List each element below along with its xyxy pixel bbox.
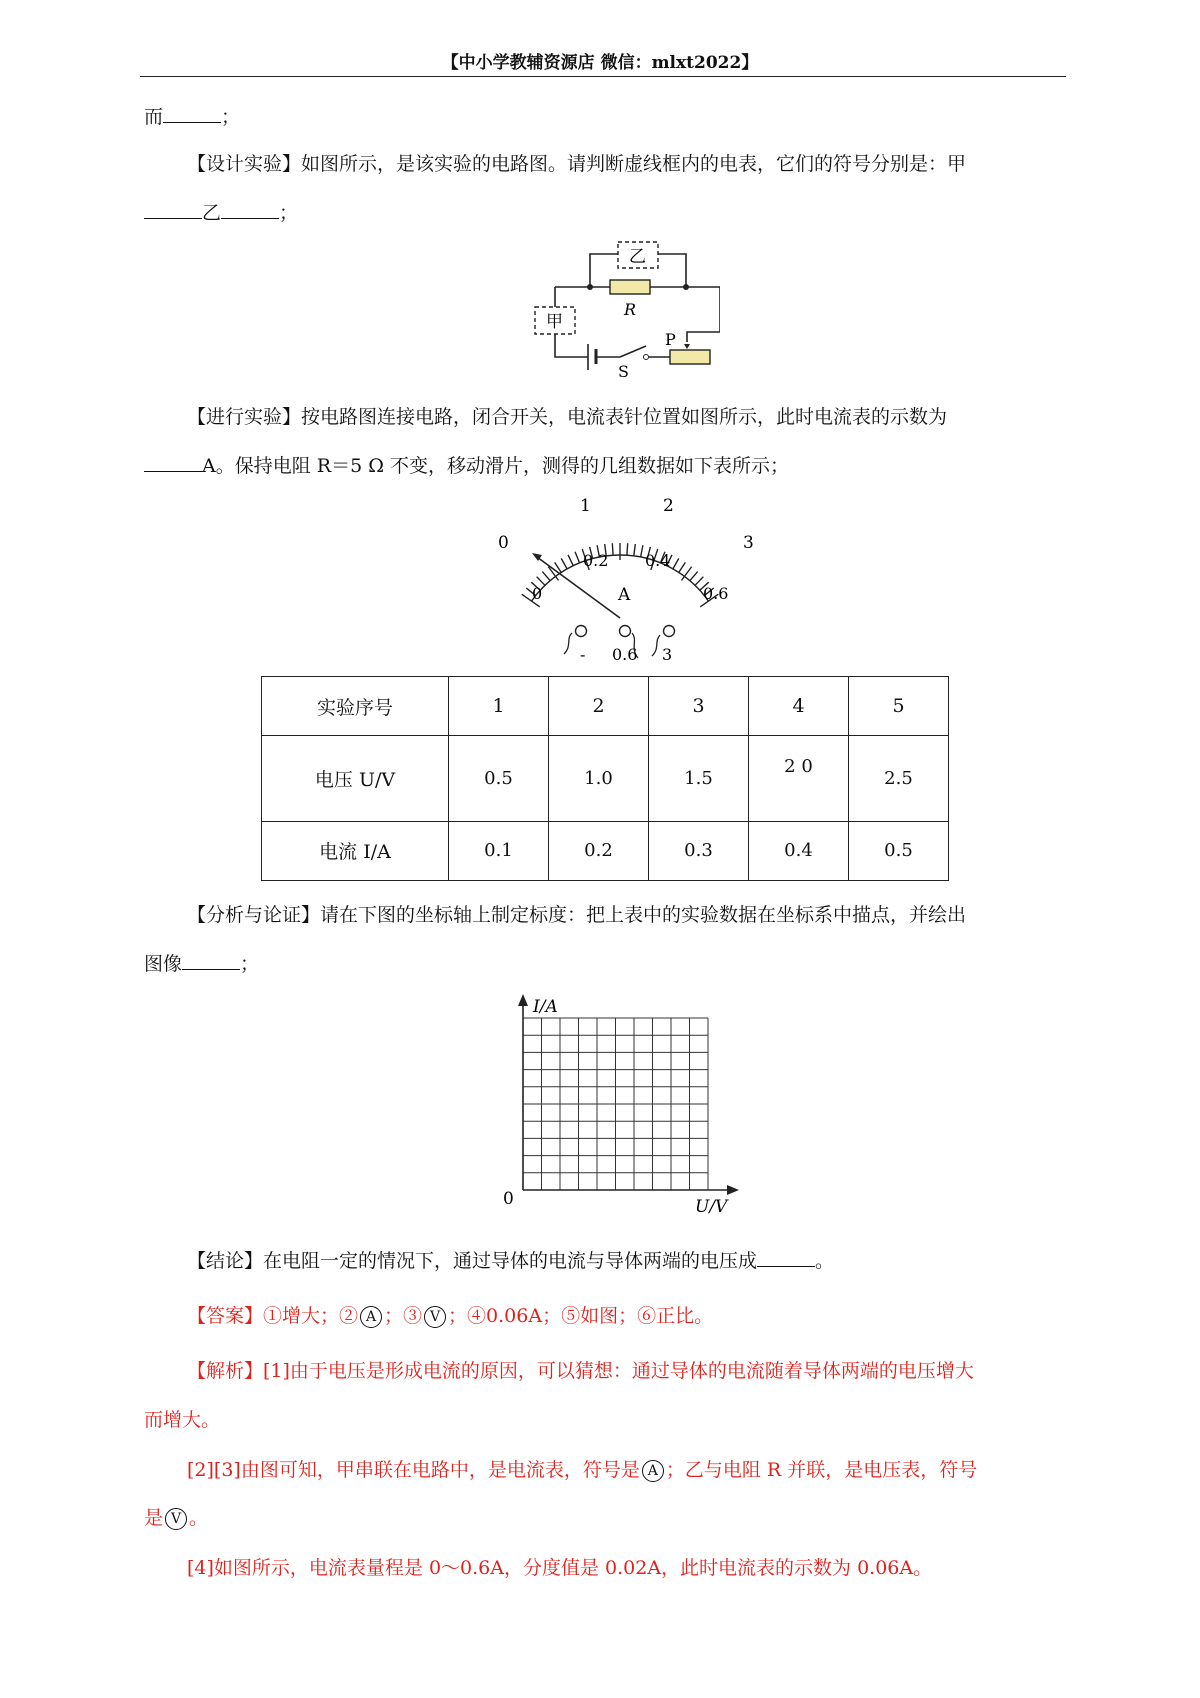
circuit-diagram: [520, 232, 720, 382]
answer-blank-conclusion[interactable]: [757, 1248, 815, 1267]
terminal-06: 0.6: [612, 645, 638, 663]
answer-text-3: ；④0.06A；⑤如图；⑥正比。: [448, 1305, 714, 1327]
explain-line-5: [4]如图所示，电流表量程是 0～0.6A，分度值是 0.02A，此时电流表的示数为 0.06A。: [187, 1557, 933, 1579]
section-label-conclusion: 【结论】: [187, 1250, 264, 1272]
table-cell: 1: [449, 677, 549, 736]
answer-blank-jia[interactable]: [144, 200, 202, 219]
conclusion-paragraph: [187, 1247, 834, 1275]
analysis-line-2: [144, 950, 259, 978]
dial-tick: [690, 572, 698, 581]
explain-line-1: [1]由于电压是形成电流的原因，可以猜想：通过导体的电流随着导体两端的电压增大: [263, 1360, 974, 1382]
box-yi-label: 乙: [629, 247, 646, 267]
explain-text-4a: 是: [144, 1507, 164, 1529]
analysis-paragraph: [187, 901, 966, 929]
outer-label-1: 1: [580, 496, 591, 516]
rheostat-symbol: [670, 350, 710, 364]
outer-label-2: 2: [663, 496, 674, 516]
explain-line-2: 而增大。: [144, 1409, 221, 1431]
dial-tick: [568, 555, 573, 566]
ammeter-dial: [480, 488, 770, 663]
question-line-1: 而 ；: [144, 106, 241, 128]
line-text: 而: [144, 106, 164, 128]
ammeter-symbol-icon: A: [642, 1460, 664, 1482]
inner-label-2: 0.4: [645, 551, 671, 570]
answer-text-2: ；③: [384, 1305, 423, 1327]
box-jia-label: 甲: [546, 312, 563, 332]
inner-label-1: 0.2: [583, 551, 609, 570]
answer-text-1: ①增大；②: [263, 1305, 359, 1327]
dial-tick: [641, 545, 643, 557]
answer-blank-yi[interactable]: [221, 200, 279, 219]
conduct-text: 按电路图连接电路，闭合开关，电流表针位置如图所示，此时电流表的示数为: [301, 406, 948, 428]
dial-tick: [679, 562, 686, 572]
design-line-2: [144, 199, 298, 227]
outer-label-3: 3: [743, 533, 754, 553]
table-cell: 0.3: [649, 821, 749, 880]
section-label-answer: 【答案】: [187, 1305, 264, 1327]
table-cell: 3: [649, 677, 749, 736]
table-cell: 5: [849, 677, 949, 736]
data-table: [261, 676, 949, 881]
answer-blank-reading[interactable]: [144, 453, 202, 472]
answer-blank-graph[interactable]: [182, 951, 240, 970]
section-label-analysis: 【分析与论证】: [187, 904, 321, 926]
explain-text-3a: [2][3]由图可知，甲串联在电路中，是电流表，符号是: [187, 1459, 640, 1481]
table-cell: 2 0: [749, 736, 849, 821]
explain-text-4b: 。: [189, 1507, 209, 1529]
voltmeter-symbol-icon: V: [424, 1306, 446, 1328]
table-cell: 0.5: [449, 736, 549, 821]
conclusion-text: 在电阻一定的情况下，通过导体的电流与导体两端的电压成: [263, 1250, 758, 1272]
switch-label: S: [618, 362, 629, 381]
conduct-paragraph: [187, 403, 947, 431]
outer-label-0: 0: [498, 533, 509, 553]
dial-tick: [561, 558, 567, 568]
conduct-text-2: A。保持电阻 R＝5 Ω 不变，移动滑片，测得的几组数据如下表所示；: [202, 455, 789, 477]
explain-text-3b: ；乙与电阻 R 并联，是电压表，符号: [665, 1459, 978, 1481]
section-label-design: 【设计实验】: [187, 153, 302, 175]
punct: ；: [240, 953, 260, 975]
analysis-text: 请在下图的坐标轴上制定标度：把上表中的实验数据在坐标系中描点，并绘出: [320, 904, 967, 926]
table-cell: 电流 I/A: [262, 821, 449, 880]
table-cell: 0.1: [449, 821, 549, 880]
dial-tick: [673, 558, 679, 568]
explain-paragraph: [187, 1357, 974, 1385]
dial-tick: [542, 572, 550, 581]
terminal-neg: -: [580, 645, 586, 663]
voltmeter-symbol-icon: V: [165, 1508, 187, 1530]
table-cell: 4: [749, 677, 849, 736]
explain-line-4: [144, 1504, 208, 1532]
inner-label-3: 0.6: [703, 584, 729, 603]
ammeter-symbol-icon: A: [360, 1306, 382, 1328]
table-row: [262, 736, 949, 821]
resistor-symbol: [610, 280, 650, 294]
dial-tick: [575, 552, 579, 563]
dial-tick: [612, 543, 613, 555]
punct: ；: [279, 202, 299, 224]
unit-label: A: [618, 585, 631, 605]
slider-label: P: [665, 330, 676, 349]
table-cell: 实验序号: [262, 677, 449, 736]
punct: 。: [815, 1250, 835, 1272]
terminal-3: 3: [662, 645, 673, 663]
table-cell: 0.5: [849, 821, 949, 880]
table-cell: 电压 U/V: [262, 736, 449, 821]
dial-tick: [634, 544, 636, 556]
yi-label: 乙: [202, 202, 222, 224]
dial-tick: [627, 543, 628, 555]
header-divider: [140, 76, 1066, 77]
y-axis-label: I/A: [533, 997, 558, 1017]
table-cell: 0.4: [749, 821, 849, 880]
resistor-label: R: [624, 300, 637, 319]
page-header: 【中小学教辅资源店 微信：mlxt2022】: [441, 53, 759, 73]
table-row: [262, 821, 949, 880]
table-cell: 2: [549, 677, 649, 736]
inner-label-0: 0: [532, 584, 543, 603]
table-cell: 0.2: [549, 821, 649, 880]
coordinate-grid[interactable]: [495, 990, 745, 1215]
table-cell: 2.5: [849, 736, 949, 821]
answer-paragraph: [187, 1302, 713, 1330]
answer-blank-1[interactable]: [163, 104, 221, 123]
analysis-text-2: 图像: [144, 953, 183, 975]
x-axis-label: U/V: [695, 1197, 728, 1215]
table-cell: 1.0: [549, 736, 649, 821]
conduct-line-2: [144, 452, 789, 480]
table-cell: 1.5: [649, 736, 749, 821]
origin-label: 0: [503, 1189, 514, 1209]
section-label-explain: 【解析】: [187, 1360, 264, 1382]
section-label-conduct: 【进行实验】: [187, 406, 302, 428]
table-row: [262, 677, 949, 736]
explain-line-3: [187, 1456, 977, 1484]
design-text: 如图所示，是该实验的电路图。请判断虚线框内的电表，它们的符号分别是：甲: [301, 153, 967, 175]
design-paragraph: [187, 150, 966, 178]
